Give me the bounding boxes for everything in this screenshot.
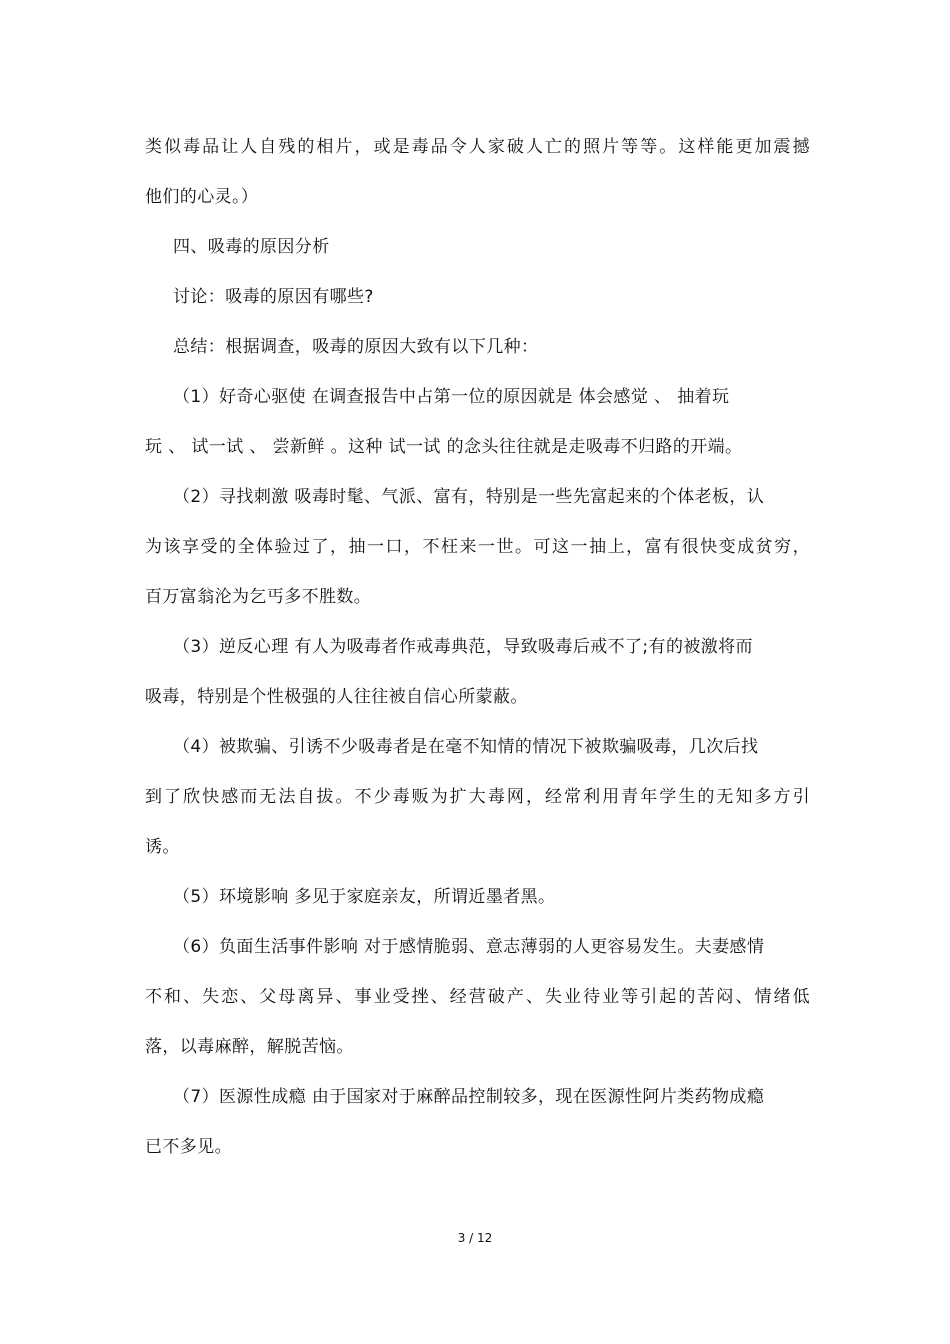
list-item-line: （1）好奇心驱使 在调查报告中占第一位的原因就是 体会感觉 、 抽着玩 [173,387,730,407]
text-line: 讨论：吸毒的原因有哪些? [173,287,374,307]
page-number: 3 / 12 [457,1231,493,1245]
document-body [145,122,810,1172]
list-item-line: 落，以毒麻醉，解脱苦恼。 [145,1037,354,1057]
list-item-line: 吸毒，特别是个性极强的人往往被自信心所蒙蔽。 [145,687,528,707]
list-item-line: （4）被欺骗、引诱不少吸毒者是在毫不知情的情况下被欺骗吸毒，几次后找 [173,737,759,757]
text-line: 总结：根据调查，吸毒的原因大致有以下几种： [173,337,539,357]
list-item-line: 百万富翁沦为乞丐多不胜数。 [145,587,372,607]
list-item-line: （3）逆反心理 有人为吸毒者作戒毒典范，导致吸毒后戒不了;有的被激将而 [173,637,753,657]
list-item-line: 已不多见。 [145,1137,232,1157]
list-item-line: 不和、失恋、父母离异、事业受挫、经营破产、失业待业等引起的苦闷、情绪低 [145,987,810,1007]
section-heading: 四、吸毒的原因分析 [173,237,330,257]
text-line: 类似毒品让人自残的相片，或是毒品令人家破人亡的照片等等。这样能更加震撼 [145,137,810,157]
list-item-line: （2）寻找刺激 吸毒时髦、气派、富有，特别是一些先富起来的个体老板，认 [173,487,765,507]
list-item-line: 诱。 [145,837,180,857]
text-line: 他们的心灵。） [145,187,259,207]
list-item-line: 为该享受的全体验过了，抽一口，不枉来一世。可这一抽上，富有很快变成贫穷， [145,537,810,557]
list-item-line: （5）环境影响 多见于家庭亲友，所谓近墨者黑。 [173,887,556,907]
list-item-line: 玩 、 试一试 、 尝新鲜 。这种 试一试 的念头往往就是走吸毒不归路的开端。 [145,437,743,457]
list-item-line: （6）负面生活事件影响 对于感情脆弱、意志薄弱的人更容易发生。夫妻感情 [173,937,765,957]
list-item-line: 到了欣快感而无法自拔。不少毒贩为扩大毒网，经常利用青年学生的无知多方引 [145,787,810,807]
list-item-line: （7）医源性成瘾 由于国家对于麻醉品控制较多，现在医源性阿片类药物成瘾 [173,1087,765,1107]
